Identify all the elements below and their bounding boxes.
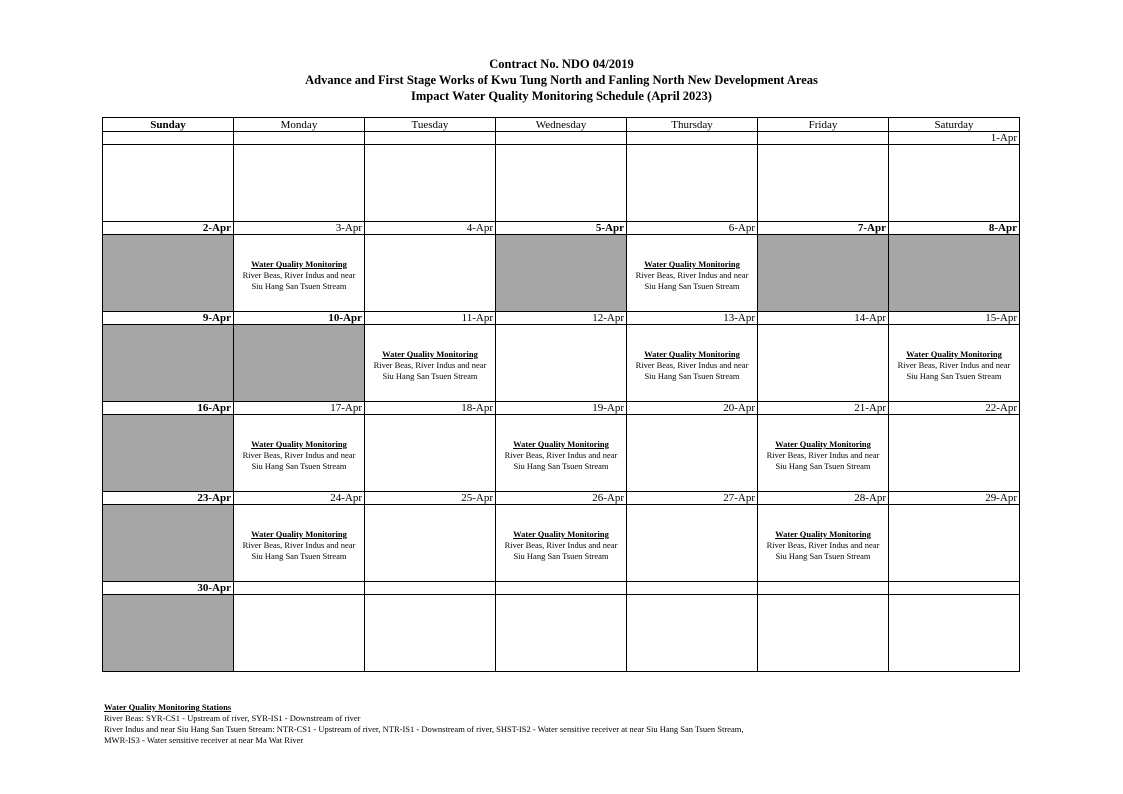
day-header-saturday: Saturday xyxy=(889,118,1020,132)
monitoring-event xyxy=(498,415,624,472)
event-location: River Beas, River Indus and near xyxy=(504,450,618,460)
day-cell xyxy=(758,145,889,222)
day-header-row xyxy=(103,118,1020,132)
day-cell xyxy=(496,595,627,672)
date-label: 27-Apr xyxy=(627,492,758,505)
date-label: 4-Apr xyxy=(365,222,496,235)
date-label xyxy=(365,132,496,145)
day-cell xyxy=(365,145,496,222)
day-header-sunday: Sunday xyxy=(103,118,234,132)
date-label xyxy=(496,132,627,145)
week-body-row xyxy=(103,595,1020,672)
day-cell-no-work xyxy=(496,235,627,312)
day-header-tuesday: Tuesday xyxy=(365,118,496,132)
week-body-row xyxy=(103,145,1020,222)
monitoring-event xyxy=(367,325,493,382)
event-location: River Beas, River Indus and near xyxy=(897,360,1011,370)
document-header xyxy=(0,56,1123,104)
event-location: Siu Hang San Tsuen Stream xyxy=(251,461,347,471)
event-location: River Beas, River Indus and near xyxy=(373,360,487,370)
day-cell xyxy=(889,415,1020,492)
week-body-row xyxy=(103,415,1020,492)
monitoring-event xyxy=(498,505,624,562)
monitoring-calendar xyxy=(102,117,1020,672)
event-title: Water Quality Monitoring xyxy=(251,439,347,449)
date-label xyxy=(627,132,758,145)
date-label: 2-Apr xyxy=(103,222,234,235)
day-cell-no-work xyxy=(234,325,365,402)
event-location: Siu Hang San Tsuen Stream xyxy=(382,371,478,381)
week-date-row xyxy=(103,402,1020,415)
date-label: 11-Apr xyxy=(365,312,496,325)
day-cell xyxy=(103,145,234,222)
day-cell xyxy=(889,595,1020,672)
monitoring-event xyxy=(236,235,362,292)
week-date-row xyxy=(103,132,1020,145)
date-label: 28-Apr xyxy=(758,492,889,505)
date-label: 17-Apr xyxy=(234,402,365,415)
event-title: Water Quality Monitoring xyxy=(644,259,740,269)
monitoring-event xyxy=(760,505,886,562)
event-location: River Beas, River Indus and near xyxy=(635,270,749,280)
monitoring-event xyxy=(629,325,755,382)
event-location: Siu Hang San Tsuen Stream xyxy=(644,281,740,291)
day-cell xyxy=(496,145,627,222)
date-label xyxy=(496,582,627,595)
day-header-friday: Friday xyxy=(758,118,889,132)
day-header-monday: Monday xyxy=(234,118,365,132)
date-label xyxy=(758,132,889,145)
project-title: Advance and First Stage Works of Kwu Tung North and Fanling North New Development Areas xyxy=(305,73,818,87)
notes-title: Water Quality Monitoring Stations xyxy=(104,702,232,712)
day-cell xyxy=(234,595,365,672)
day-cell xyxy=(758,415,889,492)
day-cell xyxy=(627,145,758,222)
day-cell xyxy=(758,325,889,402)
date-label xyxy=(627,582,758,595)
day-cell xyxy=(365,415,496,492)
day-cell xyxy=(627,235,758,312)
day-cell xyxy=(496,415,627,492)
event-location: Siu Hang San Tsuen Stream xyxy=(513,461,609,471)
date-label: 30-Apr xyxy=(103,582,234,595)
day-header-wednesday: Wednesday xyxy=(496,118,627,132)
date-label: 7-Apr xyxy=(758,222,889,235)
date-label: 14-Apr xyxy=(758,312,889,325)
date-label xyxy=(889,582,1020,595)
monitoring-event xyxy=(891,325,1017,382)
monitoring-event xyxy=(236,415,362,472)
day-cell xyxy=(365,235,496,312)
date-label: 25-Apr xyxy=(365,492,496,505)
day-cell xyxy=(627,595,758,672)
date-label: 20-Apr xyxy=(627,402,758,415)
date-label: 5-Apr xyxy=(496,222,627,235)
date-label: 24-Apr xyxy=(234,492,365,505)
week-body-row xyxy=(103,325,1020,402)
day-cell-no-work xyxy=(758,235,889,312)
date-label: 21-Apr xyxy=(758,402,889,415)
day-header-thursday: Thursday xyxy=(627,118,758,132)
week-body-row xyxy=(103,505,1020,582)
day-cell-no-work xyxy=(103,415,234,492)
date-label: 13-Apr xyxy=(627,312,758,325)
day-cell xyxy=(627,505,758,582)
event-location: River Beas, River Indus and near xyxy=(242,450,356,460)
monitoring-event xyxy=(760,415,886,472)
date-label: 8-Apr xyxy=(889,222,1020,235)
event-location: Siu Hang San Tsuen Stream xyxy=(775,461,871,471)
day-cell xyxy=(889,325,1020,402)
day-cell xyxy=(758,595,889,672)
event-location: Siu Hang San Tsuen Stream xyxy=(775,551,871,561)
event-title: Water Quality Monitoring xyxy=(382,349,478,359)
monitoring-event xyxy=(629,235,755,292)
event-location: River Beas, River Indus and near xyxy=(766,540,880,550)
week-body-row xyxy=(103,235,1020,312)
date-label: 1-Apr xyxy=(889,132,1020,145)
event-location: Siu Hang San Tsuen Stream xyxy=(251,281,347,291)
event-title: Water Quality Monitoring xyxy=(644,349,740,359)
notes-line: River Indus and near Siu Hang San Tsuen Stream: NTR-CS1 - Upstream of river, NTR-IS1 - Downstream of river, SHST-IS2 - Water sensitive receiver at near Siu Hang San Tsuen Stream, xyxy=(104,724,744,734)
day-cell xyxy=(496,325,627,402)
notes-line: River Beas: SYR-CS1 - Upstream of river, SYR-IS1 - Downstream of river xyxy=(104,713,361,723)
date-label: 3-Apr xyxy=(234,222,365,235)
event-location: Siu Hang San Tsuen Stream xyxy=(644,371,740,381)
day-cell xyxy=(365,505,496,582)
day-cell xyxy=(234,415,365,492)
notes-line: MWR-IS3 - Water sensitive receiver at near Ma Wat River xyxy=(104,735,304,745)
event-title: Water Quality Monitoring xyxy=(513,439,609,449)
date-label: 9-Apr xyxy=(103,312,234,325)
event-title: Water Quality Monitoring xyxy=(251,259,347,269)
week-date-row xyxy=(103,222,1020,235)
date-label: 16-Apr xyxy=(103,402,234,415)
week-date-row xyxy=(103,582,1020,595)
day-cell xyxy=(234,505,365,582)
day-cell xyxy=(365,595,496,672)
day-cell xyxy=(627,325,758,402)
date-label xyxy=(234,582,365,595)
date-label: 18-Apr xyxy=(365,402,496,415)
event-location: River Beas, River Indus and near xyxy=(242,270,356,280)
day-cell-no-work xyxy=(103,235,234,312)
date-label: 29-Apr xyxy=(889,492,1020,505)
day-cell xyxy=(627,415,758,492)
monitoring-stations-notes xyxy=(104,702,743,746)
day-cell xyxy=(758,505,889,582)
date-label xyxy=(758,582,889,595)
date-label: 26-Apr xyxy=(496,492,627,505)
schedule-title: Impact Water Quality Monitoring Schedule (April 2023) xyxy=(411,89,712,103)
day-cell xyxy=(365,325,496,402)
date-label: 10-Apr xyxy=(234,312,365,325)
day-cell xyxy=(234,235,365,312)
date-label: 22-Apr xyxy=(889,402,1020,415)
event-title: Water Quality Monitoring xyxy=(251,529,347,539)
day-cell-no-work xyxy=(103,505,234,582)
week-date-row xyxy=(103,492,1020,505)
monitoring-event xyxy=(236,505,362,562)
date-label: 23-Apr xyxy=(103,492,234,505)
event-location: Siu Hang San Tsuen Stream xyxy=(513,551,609,561)
date-label xyxy=(365,582,496,595)
event-title: Water Quality Monitoring xyxy=(775,439,871,449)
day-cell-no-work xyxy=(889,235,1020,312)
day-cell xyxy=(496,505,627,582)
date-label xyxy=(103,132,234,145)
date-label: 6-Apr xyxy=(627,222,758,235)
contract-number: Contract No. NDO 04/2019 xyxy=(489,57,634,71)
event-title: Water Quality Monitoring xyxy=(513,529,609,539)
event-location: River Beas, River Indus and near xyxy=(766,450,880,460)
event-location: River Beas, River Indus and near xyxy=(504,540,618,550)
event-title: Water Quality Monitoring xyxy=(906,349,1002,359)
week-date-row xyxy=(103,312,1020,325)
day-cell-no-work xyxy=(103,325,234,402)
date-label: 15-Apr xyxy=(889,312,1020,325)
day-cell xyxy=(889,505,1020,582)
event-title: Water Quality Monitoring xyxy=(775,529,871,539)
day-cell-no-work xyxy=(103,595,234,672)
event-location: Siu Hang San Tsuen Stream xyxy=(251,551,347,561)
day-cell xyxy=(234,145,365,222)
day-cell xyxy=(889,145,1020,222)
date-label: 19-Apr xyxy=(496,402,627,415)
event-location: River Beas, River Indus and near xyxy=(242,540,356,550)
event-location: River Beas, River Indus and near xyxy=(635,360,749,370)
date-label xyxy=(234,132,365,145)
date-label: 12-Apr xyxy=(496,312,627,325)
event-location: Siu Hang San Tsuen Stream xyxy=(906,371,1002,381)
